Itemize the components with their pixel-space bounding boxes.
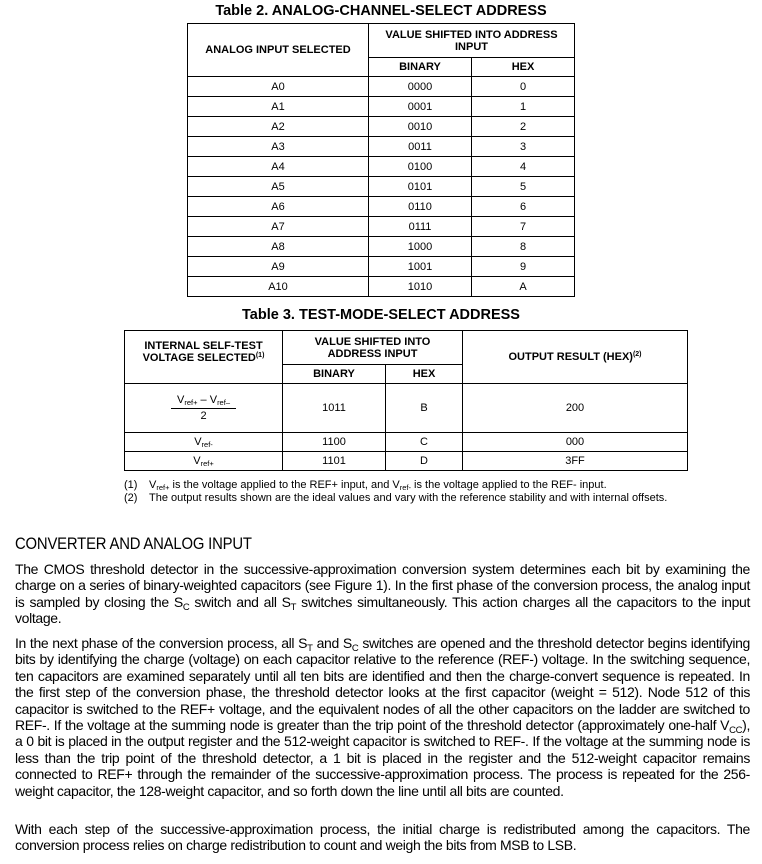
cell-hex: 7 <box>472 217 575 237</box>
footnote-2: (2) The output results shown are the ideal values and vary with the reference stability and with internal offsets. <box>124 491 668 504</box>
table2-header-analog-input: ANALOG INPUT SELECTED <box>188 24 369 77</box>
cell-hex: 4 <box>472 157 575 177</box>
cell-input: A6 <box>188 197 369 217</box>
header-text: ADDRESS INPUT <box>327 347 418 360</box>
cell-hex: 0 <box>472 77 575 97</box>
table2-title: Table 2. ANALOG-CHANNEL-SELECT ADDRESS <box>215 3 547 19</box>
table3-header-output-result <box>463 331 688 384</box>
section-heading: CONVERTER AND ANALOG INPUT <box>15 535 252 553</box>
cell-voltage: $V_{ref-}$ <box>125 433 283 452</box>
cell-voltage: $V_{ref+}$ <box>125 452 283 471</box>
cell-voltage <box>125 384 283 433</box>
cell-output: 3FF <box>463 452 688 471</box>
header-text: INTERNAL SELF-TEST <box>144 340 263 352</box>
table3-title: Table 3. TEST-MODE-SELECT ADDRESS <box>242 307 520 323</box>
header-text: OUTPUT RESULT (HEX) <box>508 351 633 363</box>
cell-input: A2 <box>188 117 369 137</box>
cell-output: 000 <box>463 433 688 452</box>
table-row <box>188 197 575 217</box>
footnote-1: (1) $V_{ref+}$ is the voltage applied to the REF+ input, and $V_{ref-}$ is the voltage applied to the REF- input. <box>124 479 607 492</box>
footnote-ref: (2) <box>632 351 642 358</box>
table-row <box>125 433 688 452</box>
paragraph-1: The CMOS threshold detector in the successive-approximation conversion system determines each bit by examining the charge on a series of binary-weighted capacitors (see Figure 1). In the first phase of the conversion process, the analog input is sampled by closing the $S_C$ switch and all $S_T$ switches simultaneously. This action charges all the capacitors to the input voltage. <box>15 561 750 627</box>
table-row <box>188 277 575 297</box>
cell-input: A5 <box>188 177 369 197</box>
cell-hex: 3 <box>472 137 575 157</box>
table-row <box>188 177 575 197</box>
cell-output: 200 <box>463 384 688 433</box>
cell-hex: 1 <box>472 97 575 117</box>
table3-header-hex: HEX <box>386 365 463 384</box>
cell-binary: 0101 <box>369 177 472 197</box>
cell-binary: 0010 <box>369 117 472 137</box>
footnote-ref: (1) <box>255 352 265 359</box>
table-row <box>188 257 575 277</box>
table-row <box>188 97 575 117</box>
cell-input: A9 <box>188 257 369 277</box>
cell-hex: 8 <box>472 237 575 257</box>
cell-input: A1 <box>188 97 369 117</box>
cell-binary: 1010 <box>369 277 472 297</box>
fraction: $\frac{V_{ref+} - V_{ref-}}{2}$ <box>171 394 236 422</box>
cell-binary: 0011 <box>369 137 472 157</box>
table2-header-hex: HEX <box>472 58 575 77</box>
cell-hex: 9 <box>472 257 575 277</box>
cell-binary: 0000 <box>369 77 472 97</box>
cell-binary: 1001 <box>369 257 472 277</box>
cell-binary: 0110 <box>369 197 472 217</box>
table2-header-value-shifted: VALUE SHIFTED INTO ADDRESS INPUT <box>369 24 575 58</box>
cell-hex: 5 <box>472 177 575 197</box>
cell-input: A3 <box>188 137 369 157</box>
table2-analog-channel-select <box>187 23 575 297</box>
cell-input: A7 <box>188 217 369 237</box>
table-row <box>188 157 575 177</box>
cell-input: A8 <box>188 237 369 257</box>
table3-header-value-shifted <box>283 331 463 365</box>
cell-input: A10 <box>188 277 369 297</box>
table3-footnotes <box>124 479 684 504</box>
table-row <box>188 217 575 237</box>
header-text: VALUE SHIFTED INTO <box>314 335 431 348</box>
cell-hex: C <box>386 433 463 452</box>
table2-header-binary: BINARY <box>369 58 472 77</box>
cell-binary: 0100 <box>369 157 472 177</box>
paragraph-2: In the next phase of the conversion process, all $S_T$ and $S_C$ switches are opened and the threshold detector begins identifying bits by identifying the charge (voltage) on each capacitor relative to the reference (REF-) voltage. In the switching sequence, ten capacitors are examined separately until all ten bits are identified and then the charge-convert sequence is repeated. In the first step of the conversion phase, the threshold detector looks at the first capacitor (weight = 512). Node 512 of this capacitor is switched to the REF+ voltage, and the equivalent nodes of all the other capacitors on the ladder are switched to REF-. If the voltage at the summing node is greater than the trip point of the threshold detector (approximately one-half $V_{CC}$), a 0 bit is placed in the output register and the 512-weight capacitor is switched to REF-. If the voltage at the summing node is less than the trip point of the threshold detector, a 1 bit is placed in the register and the 512-weight capacitor remains connected to REF+ through the remainder of the successive-approximation process. The process is repeated for the 256-weight capacitor, the 128-weight capacitor, and so forth down the line until all bits are counted. <box>15 635 750 799</box>
table3-header-binary: BINARY <box>283 365 386 384</box>
table-row <box>188 77 575 97</box>
paragraph-3: With each step of the successive-approximation process, the initial charge is redistributed among the capacitors. The conversion process relies on charge redistribution to count and weigh the bits from MSB to LSB. <box>15 821 750 854</box>
cell-binary: 0001 <box>369 97 472 117</box>
cell-hex: 6 <box>472 197 575 217</box>
table-row <box>188 117 575 137</box>
cell-binary: 1011 <box>283 384 386 433</box>
cell-input: A0 <box>188 77 369 97</box>
table-row <box>125 384 688 433</box>
table-row <box>188 237 575 257</box>
cell-hex: A <box>472 277 575 297</box>
header-text: VOLTAGE SELECTED <box>142 352 256 364</box>
cell-binary: 0111 <box>369 217 472 237</box>
cell-binary: 1000 <box>369 237 472 257</box>
table-row <box>125 452 688 471</box>
cell-binary: 1100 <box>283 433 386 452</box>
cell-hex: D <box>386 452 463 471</box>
cell-input: A4 <box>188 157 369 177</box>
table-row <box>188 137 575 157</box>
cell-hex: 2 <box>472 117 575 137</box>
cell-binary: 1101 <box>283 452 386 471</box>
cell-hex: B <box>386 384 463 433</box>
table3-test-mode-select <box>124 330 688 471</box>
table3-header-self-test-voltage <box>125 331 283 384</box>
